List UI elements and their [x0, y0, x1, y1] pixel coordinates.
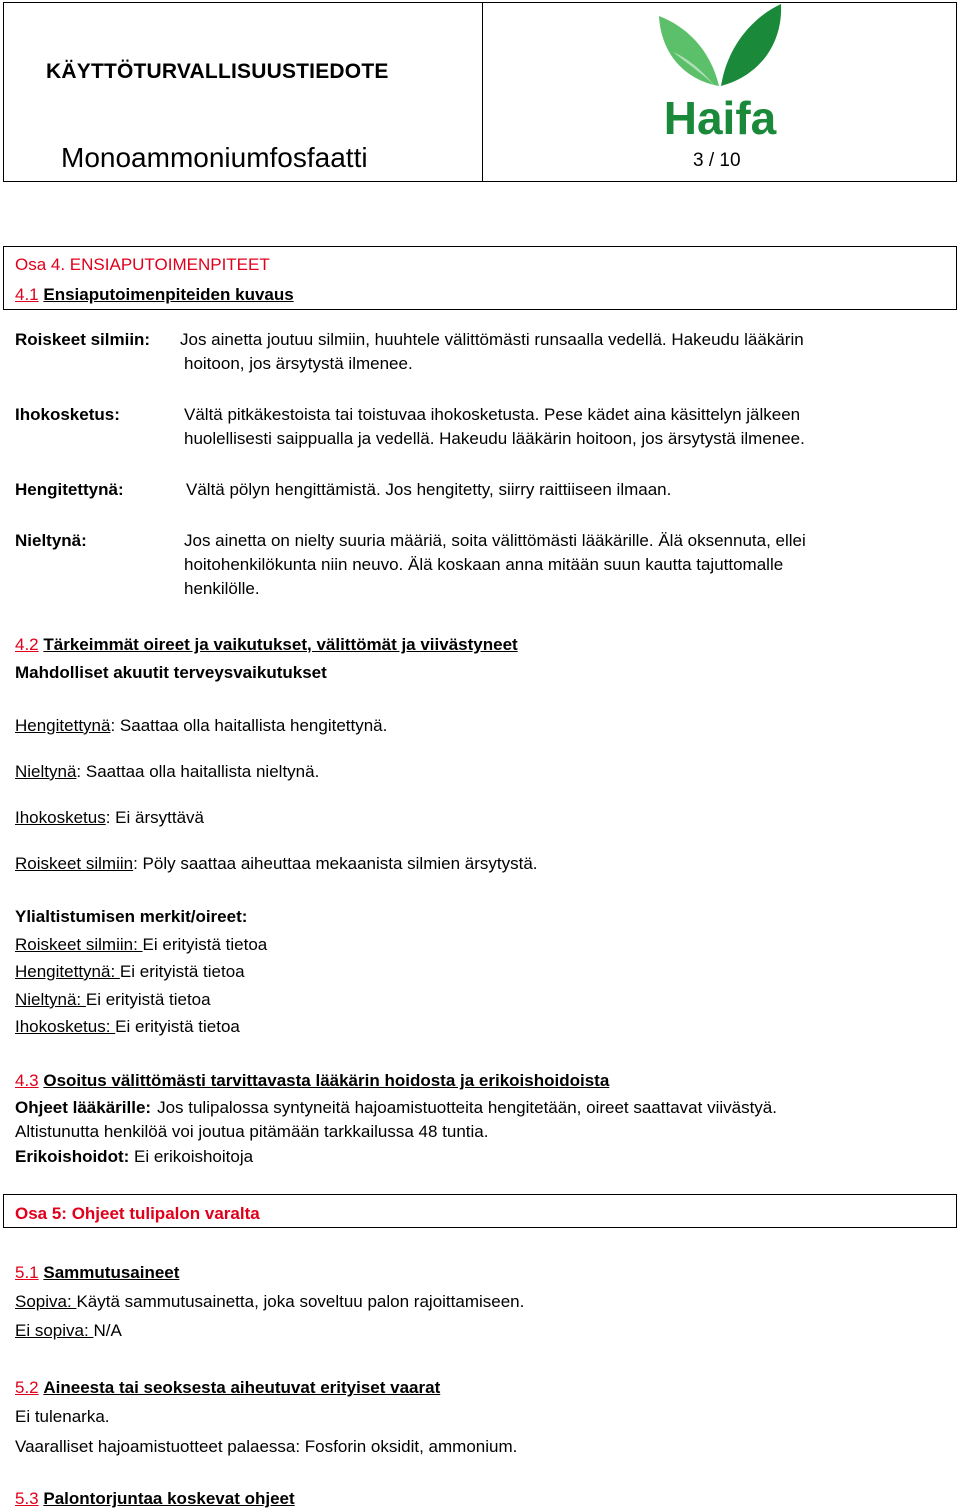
section4-heading: Osa 4. ENSIAPUTOIMENPITEET — [15, 255, 270, 274]
skin-text-2: huolellisesti saippualla ja vedellä. Hakeudu lääkärin hoitoon, jos ärsytystä ilmenee. — [184, 429, 805, 448]
ingestion-text-1: Jos ainetta on nielty suuria määriä, soita välittömästi lääkärille. Älä oksennuta, ellei — [184, 531, 806, 550]
header-divider — [482, 3, 483, 181]
page-number: 3 / 10 — [693, 150, 741, 171]
subsection-5-2: 5.2 Aineesta tai seoksesta aiheutuvat erityiset vaarat — [15, 1378, 441, 1397]
ingestion-text-2: hoitohenkilökunta niin neuvo. Älä koskaan anna mitään suun kautta tajuttomalle — [184, 555, 784, 574]
section5-heading: Osa 5: Ohjeet tulipalon varalta — [15, 1204, 260, 1223]
logo-wordmark: Haifa — [663, 92, 777, 140]
unsuitable-media: Ei sopiva: N/A — [15, 1321, 122, 1340]
ingestion-label: Nieltynä: — [15, 531, 87, 550]
subsection-5-3: 5.3 Palontorjuntaa koskevat ohjeet — [15, 1489, 295, 1508]
logo-leaf-right — [721, 4, 781, 86]
skin-text-1: Vältä pitkäkestoista tai toistuvaa ihokosketusta. Pese kädet aina käsittelyn jälkeen — [184, 405, 801, 424]
doctor-instructions-line-2: Altistunutta henkilöä voi joutua pitämään tarkkailussa 48 tuntia. — [15, 1122, 489, 1141]
suitable-media: Sopiva: Käytä sammutusainetta, joka soveltuu palon rajoittamiseen. — [15, 1292, 525, 1311]
skin-label: Ihokosketus: — [15, 405, 120, 424]
subsection-4-3: 4.3 Osoitus välittömästi tarvittavasta lääkärin hoidosta ja erikoishoidoista — [15, 1071, 610, 1090]
overexposure-ingestion: Nieltynä: Ei erityistä tietoa — [15, 990, 211, 1009]
product-name: Monoammoniumfosfaatti — [61, 142, 368, 173]
acute-skin: Ihokosketus: Ei ärsyttävä — [15, 808, 204, 827]
overexposure-heading: Ylialtistumisen merkit/oireet: — [15, 907, 248, 926]
eyes-label: Roiskeet silmiin: — [15, 330, 151, 349]
doctor-instructions: Ohjeet lääkärille: Jos tulipalossa syntyneitä hajoamistuotteita hengitetään, oireet saattavat viivästyä. — [15, 1098, 777, 1117]
inhalation-text: Vältä pölyn hengittämistä. Jos hengitetty, siirry raittiiseen ilmaan. — [186, 480, 672, 499]
overexposure-inhalation: Hengitettynä: Ei erityistä tietoa — [15, 962, 245, 981]
acute-effects-heading: Mahdolliset akuutit terveysvaikutukset — [15, 663, 327, 682]
logo-leaf-left — [659, 16, 719, 86]
hazard-line-2: Vaaralliset hajoamistuotteet palaessa: Fosforin oksidit, ammonium. — [15, 1437, 518, 1456]
special-treatment: Erikoishoidot: Ei erikoishoitoja — [15, 1147, 254, 1166]
subsection-4-2: 4.2 Tärkeimmät oireet ja vaikutukset, välittömät ja viivästyneet — [15, 635, 518, 654]
acute-eyes: Roiskeet silmiin: Pöly saattaa aiheuttaa mekaanista silmien ärsytystä. — [15, 854, 538, 873]
subsection-5-1: 5.1 Sammutusaineet — [15, 1263, 180, 1282]
eyes-text-2: hoitoon, jos ärsytystä ilmenee. — [184, 354, 413, 373]
acute-inhalation: Hengitettynä: Saattaa olla haitallista hengitettynä. — [15, 716, 388, 735]
eyes-text-1: Jos ainetta joutuu silmiin, huuhtele välittömästi runsaalla vedellä. Hakeudu lääkärin — [180, 330, 804, 349]
subsection-4-1: 4.1 Ensiaputoimenpiteiden kuvaus — [15, 285, 294, 304]
haifa-logo — [655, 2, 785, 140]
overexposure-eyes: Roiskeet silmiin: Ei erityistä tietoa — [15, 935, 268, 954]
inhalation-label: Hengitettynä: — [15, 480, 124, 499]
acute-ingestion: Nieltynä: Saattaa olla haitallista nieltynä. — [15, 762, 320, 781]
document-title: KÄYTTÖTURVALLISUUSTIEDOTE — [46, 60, 389, 83]
overexposure-skin: Ihokosketus: Ei erityistä tietoa — [15, 1017, 240, 1036]
ingestion-text-3: henkilölle. — [184, 579, 260, 598]
hazard-line-1: Ei tulenarka. — [15, 1407, 110, 1426]
